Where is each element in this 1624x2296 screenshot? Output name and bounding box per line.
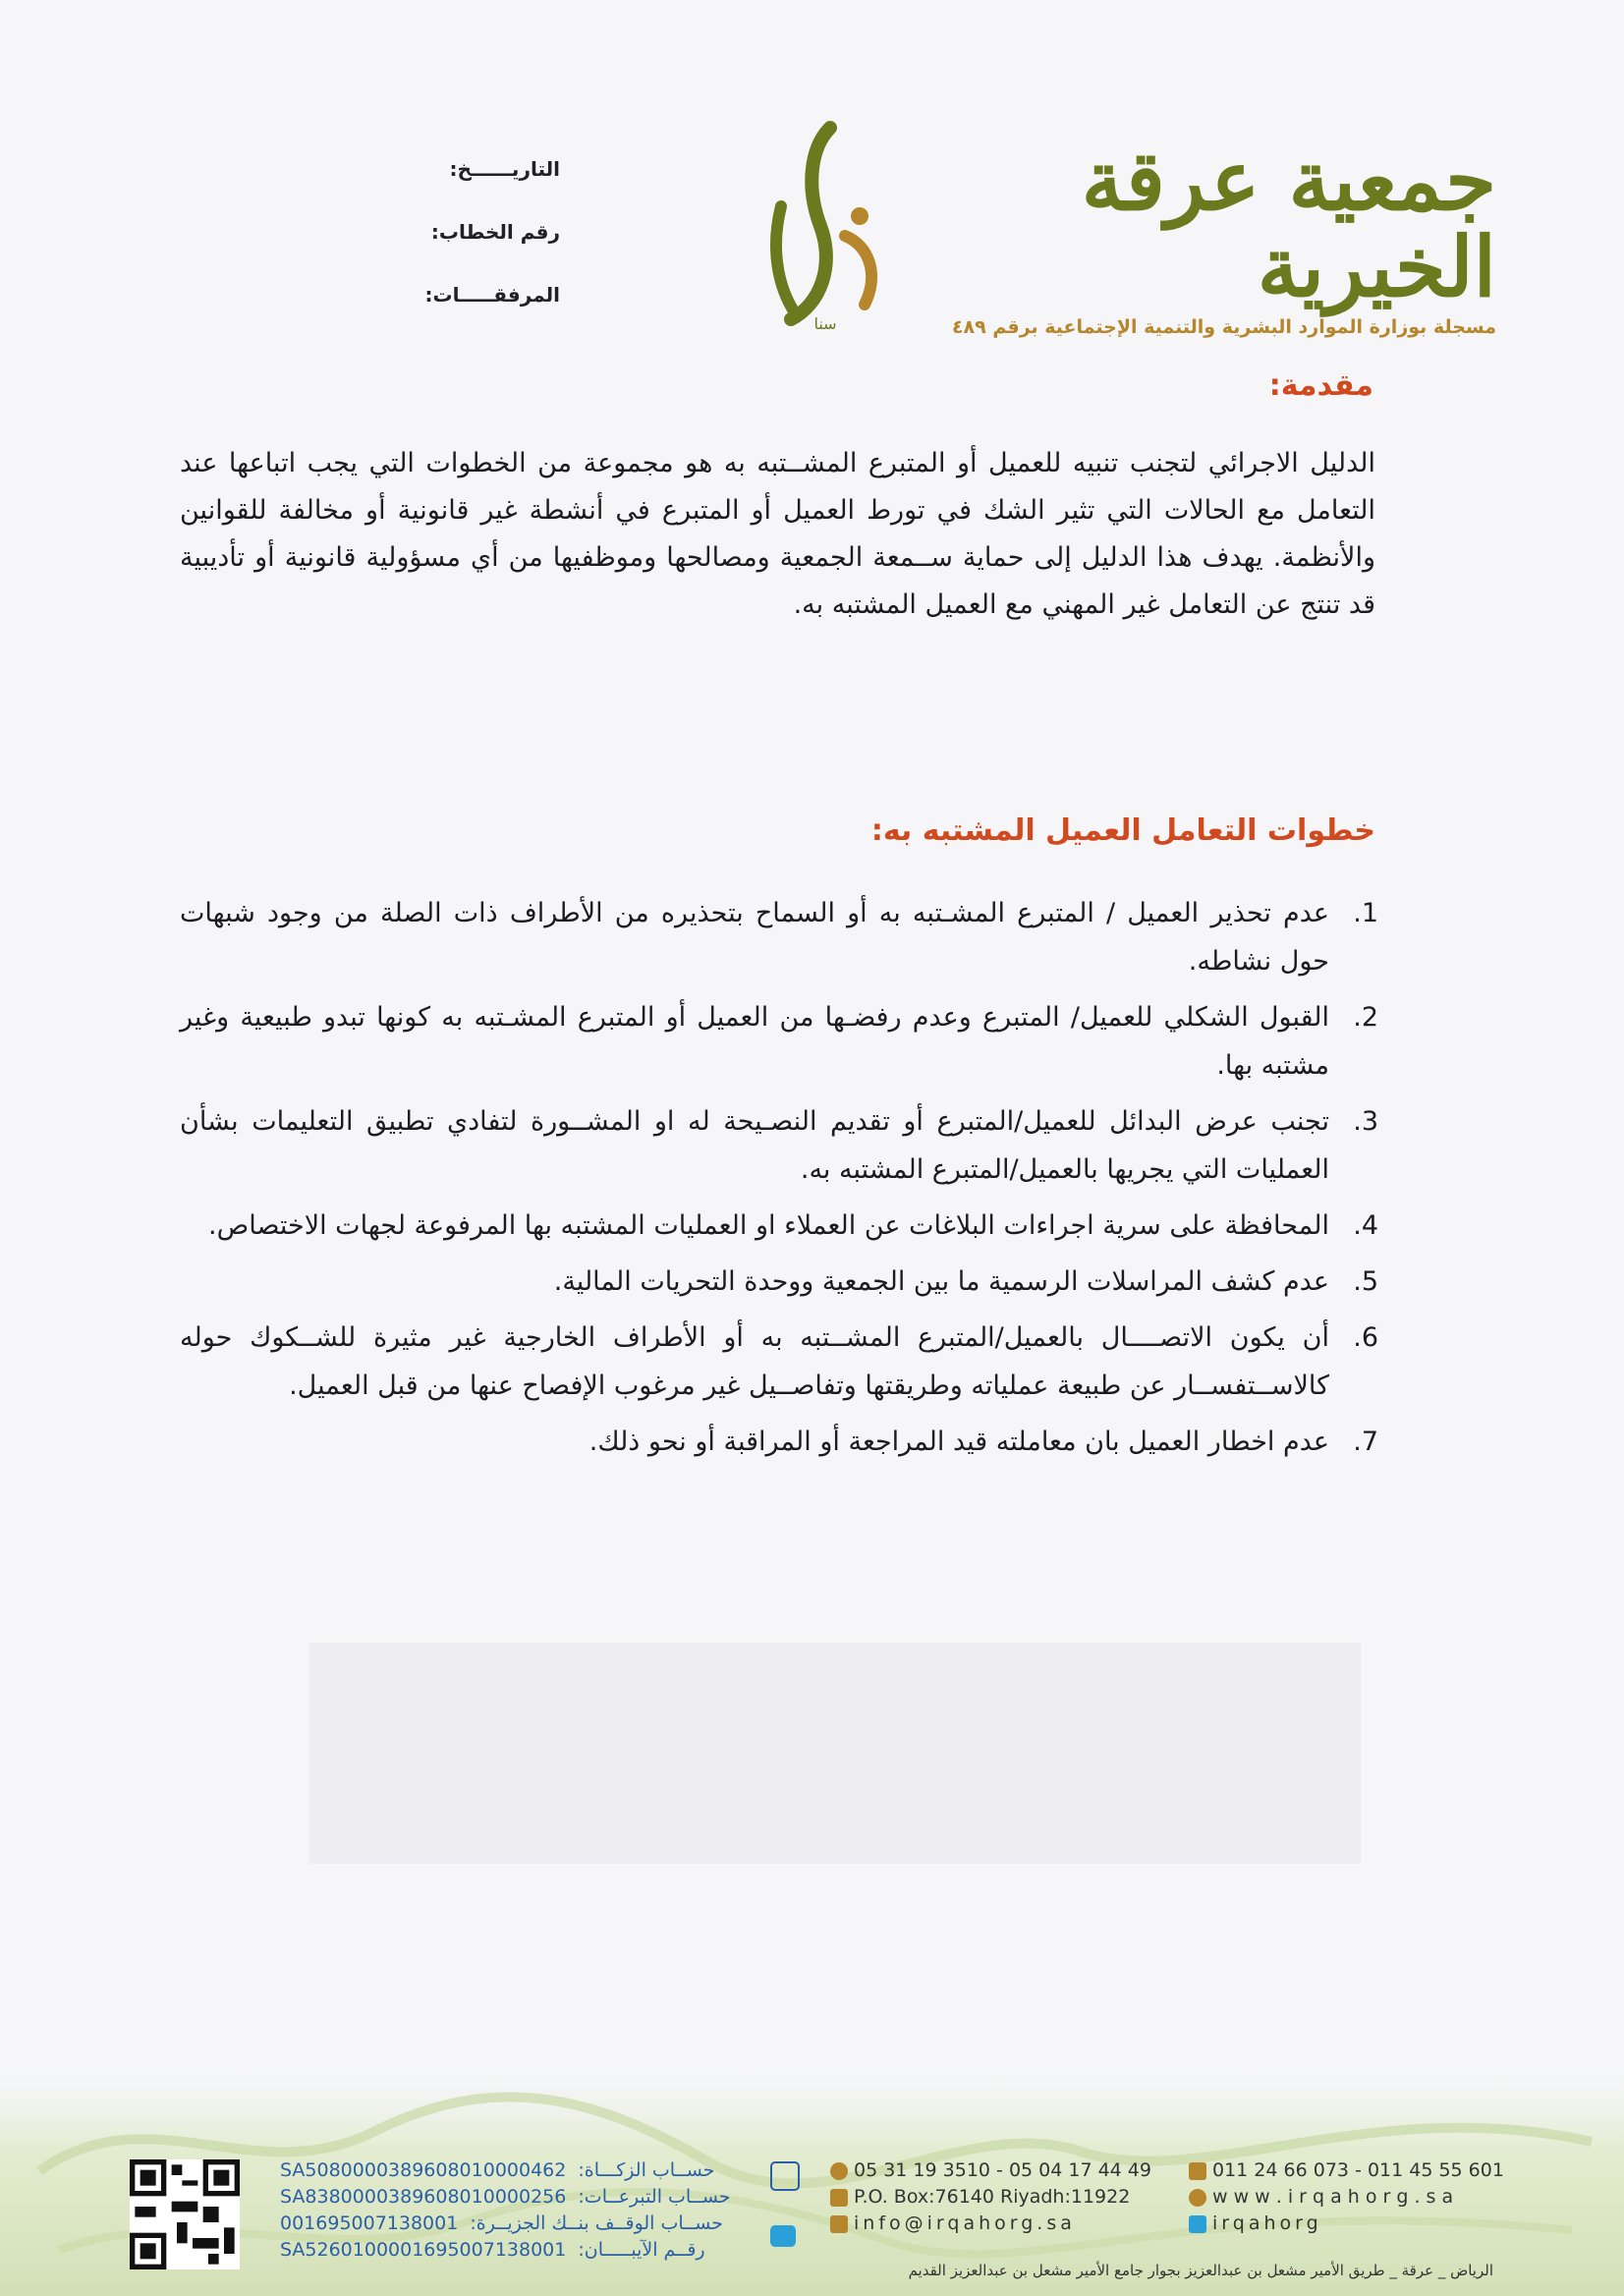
mobile-numbers: 05 31 19 3510 - 05 04 17 44 49 <box>830 2157 1151 2184</box>
website: w w w . i r q a h o r g . s a <box>1189 2184 1453 2211</box>
account-value: SA5080000389608010000462 <box>280 2159 567 2181</box>
bank-icon <box>770 2161 800 2191</box>
step-item <box>180 1097 1378 1194</box>
account-waqf <box>280 2211 723 2237</box>
social-media-icon <box>1189 2215 1206 2233</box>
step-text: القبول الشكلي للعميل/ المتبرع وعدم رفضـها من العميل أو المتبرع المشـتبه به كونها تبدو طبيعية وغير مشتبه بها. <box>180 1002 1329 1081</box>
qr-code-icon <box>130 2159 240 2269</box>
attachments-label: المرفقـــــات: <box>424 283 560 307</box>
intro-title: مقدمة: <box>1268 368 1373 403</box>
step-item <box>180 993 1378 1090</box>
account-value: SA8380000389608010000256 <box>280 2186 567 2208</box>
letter-meta <box>393 157 560 346</box>
step-item <box>180 1258 1378 1306</box>
step-text: عدم كشف المراسلات الرسمية ما بين الجمعية ووحدة التحريات المالية. <box>553 1266 1329 1297</box>
step-item <box>180 889 1378 985</box>
address: الرياض _ عرقة _ طريق الأمير مشعل بن عبدالعزيز بجوار جامع الأمير مشعل بن عبدالعزيز القديم <box>908 2262 1493 2279</box>
account-iban <box>280 2237 705 2264</box>
steps-title: خطوات التعامل العميل المشتبه به: <box>870 813 1375 848</box>
account-value: SA5260100001695007138001 <box>280 2239 567 2261</box>
step-item <box>180 1314 1378 1410</box>
step-number: 1. <box>1353 898 1378 928</box>
account-donations <box>280 2184 731 2211</box>
step-text: عدم اخطار العميل بان معاملته قيد المراجعة أو المراقبة أو نحو ذلك. <box>588 1427 1329 1457</box>
account-label: رقــم الآيبـــــان: <box>578 2239 705 2261</box>
account-label: حســاب التبرعــات: <box>578 2186 731 2208</box>
account-value: 001695007138001 <box>280 2212 459 2234</box>
mailbox-icon <box>830 2189 848 2207</box>
steps-list <box>180 889 1378 1474</box>
step-item <box>180 1202 1378 1250</box>
step-number: 6. <box>1353 1322 1378 1353</box>
step-number: 7. <box>1353 1427 1378 1457</box>
org-logo <box>951 132 1496 339</box>
step-text: تجنب عرض البدائل للعميل/المتبرع أو تقديم النصـيحة له او المشــورة لتفادي تطبيق التعليمات بشأن العمليات التي يجريها بالعميل/المتبرع المشتبه به. <box>180 1106 1329 1185</box>
account-zakat <box>280 2157 714 2184</box>
account-label: حســاب الزكـــاة: <box>578 2159 715 2181</box>
step-number: 5. <box>1353 1266 1378 1297</box>
account-label: حســاب الوقــف بنــك الجزيــرة: <box>470 2212 724 2234</box>
step-number: 4. <box>1353 1210 1378 1241</box>
twitter-icon <box>770 2225 796 2247</box>
step-number: 2. <box>1353 1002 1378 1033</box>
step-number: 3. <box>1353 1106 1378 1137</box>
email-address: info@irqahorg.sa <box>830 2211 1076 2237</box>
blank-stamp-area <box>309 1643 1361 1864</box>
intro-paragraph: الدليل الاجرائي لتجنب تنبيه للعميل أو المتبرع المشــتبه به هو مجموعة من الخطوات التي يجب اتباعها عند التعامل مع الحالات التي تثير الشك في تورط العميل أو المتبرع في أنشطة غير قانونية أو مخالفة للقوانين والأنظمة. يهدف هذا الدليل إلى حماية ســمعة الجمعية ومصالحها وموظفيها من أي مسؤولية قانونية أو تأديبية قد تنتج عن التعامل غير المهني مع العميل المشتبه به. <box>180 448 1375 620</box>
landline-numbers: 011 24 66 073 - 011 45 55 601 <box>1189 2157 1504 2184</box>
po-box: P.O. Box:76140 Riyadh:11922 <box>830 2184 1130 2211</box>
social-handle: irqahorg <box>1189 2211 1322 2237</box>
step-item <box>180 1418 1378 1466</box>
phone-icon <box>830 2162 848 2180</box>
org-registration: مسجلة بوزارة الموارد البشرية والتنمية الإجتماعية برقم ٤٨٩ <box>951 316 1496 339</box>
fax-icon <box>1189 2162 1206 2180</box>
step-text: المحافظة على سرية اجراءات البلاغات عن العملاء او العمليات المشتبه بها المرفوعة لجهات الاختصاص. <box>208 1210 1329 1241</box>
date-label: التاريــــــخ: <box>449 157 560 181</box>
emblem-text: سنا <box>813 314 837 333</box>
org-name: جمعية عرقة الخيرية <box>1081 132 1496 316</box>
emblem-logo-icon <box>752 118 899 334</box>
email-icon <box>830 2215 848 2233</box>
globe-icon <box>1189 2189 1206 2207</box>
step-text: أن يكون الاتصــــال بالعميل/المتبرع المشــتبه به أو الأطراف الخارجية غير مثيرة للشــكوك حوله كالاســتفســار عن طبيعة عملياته وطريقتها وتفاصــيل غير مرغوب الإفصاح عنها من قبل العميل. <box>180 1322 1329 1401</box>
step-text: عدم تحذير العميل / المتبرع المشـتبه به أو السماح بتحذيره من الأطراف ذات الصلة من وجود شبهات حول نشاطه. <box>180 898 1329 977</box>
letter-number-label: رقم الخطاب: <box>430 220 560 244</box>
